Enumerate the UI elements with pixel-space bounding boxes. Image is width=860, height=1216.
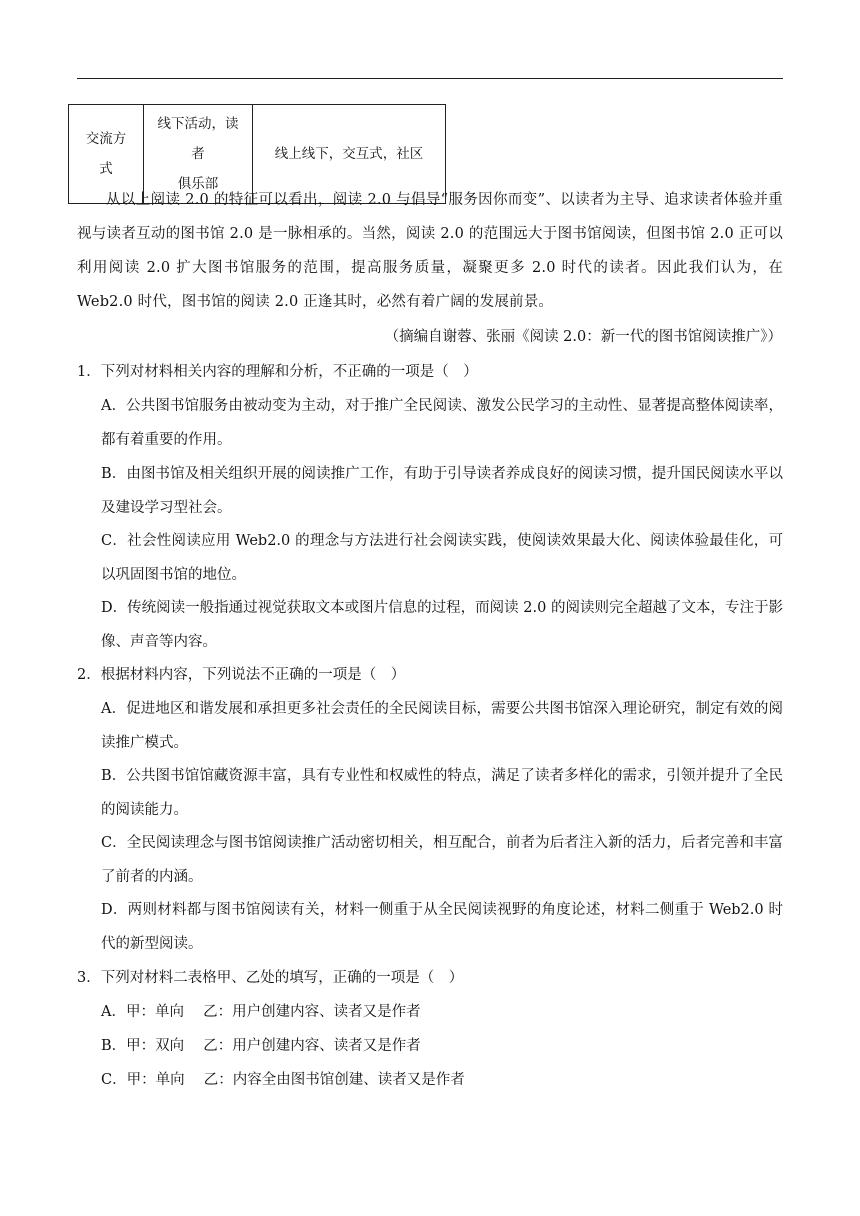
question-2-option-a: A．促进地区和谐发展和承担更多社会责任的全民阅读目标，需要公共图书馆深入理论研究，制定有效的阅读推广模式。	[101, 701, 783, 751]
question-2-option-b: B．公共图书馆馆藏资源丰富，具有专业性和权威性的特点，满足了读者多样化的需求，引领并提升了全民的阅读能力。	[101, 768, 783, 818]
table-cell-label: 交流方 式	[69, 105, 144, 204]
question-1-option-b: B．由图书馆及相关组织开展的阅读推广工作，有助于引导读者养成良好的阅读习惯，提升国民阅读水平以及建设学习型社会。	[101, 466, 783, 516]
question-2-stem: 2．根据材料内容，下列说法不正确的一项是（ ）	[77, 667, 406, 683]
question-3-stem: 3．下列对材料二表格甲、乙处的填写，正确的一项是（ ）	[77, 970, 464, 986]
source-citation: （摘编自谢蓉、张丽《阅读 2.0：新一代的图书馆阅读推广》）	[384, 329, 782, 345]
header-rule	[77, 78, 783, 79]
question-1-option-d: D．传统阅读一般指通过视觉获取文本或图片信息的过程，而阅读 2.0 的阅读则完全超越了文本，专注于影像、声音等内容。	[101, 600, 783, 650]
table-cell-library: 线下活动，读者 俱乐部	[144, 105, 253, 204]
question-3-option-a: A．甲：单向 乙：用户创建内容、读者又是作者	[101, 1004, 421, 1020]
question-3-option-b: B．甲：双向 乙：用户创建内容、读者又是作者	[101, 1038, 421, 1054]
question-2-option-c: C．全民阅读理念与图书馆阅读推广活动密切相关，相互配合，前者为后者注入新的活力，后者完善和丰富了前者的内涵。	[101, 835, 783, 885]
question-1-option-a: A．公共图书馆服务由被动变为主动，对于推广全民阅读、激发公民学习的主动性、显著提高整体阅读率，都有着重要的作用。	[101, 398, 783, 448]
question-1-stem: 1．下列对材料相关内容的理解和分析，不正确的一项是（ ）	[77, 364, 478, 380]
question-3-option-c: C．甲：单向 乙：内容全由图书馆创建、读者又是作者	[101, 1072, 465, 1088]
question-1-option-c: C．社会性阅读应用 Web2.0 的理念与方法进行社会阅读实践，使阅读效果最大化、阅读体验最佳化，可以巩固图书馆的地位。	[101, 533, 783, 583]
table-cell-reading20: 线上线下，交互式，社区	[253, 105, 446, 204]
passage-paragraph: 从以上阅读 2.0 的特征可以看出，阅读 2.0 与倡导“服务因你而变”、以读者为主导、追求读者体验并重视与读者互动的图书馆 2.0 是一脉相承的。当然，阅读 2.0 的范围远大于图书馆阅读，但图书馆 2.0 正可以利用阅读 2.0 扩大图书馆服务的范围，提高服务质量，凝聚更多 2.0 时代的读者。因此我们认为，在 Web2.0 时代，图书馆的阅读 2.0 正逢其时，必然有着广阔的发展前景。	[77, 192, 783, 310]
question-2-option-d: D．两则材料都与图书馆阅读有关，材料一侧重于从全民阅读视野的角度论述，材料二侧重于 Web2.0 时代的新型阅读。	[101, 902, 783, 952]
